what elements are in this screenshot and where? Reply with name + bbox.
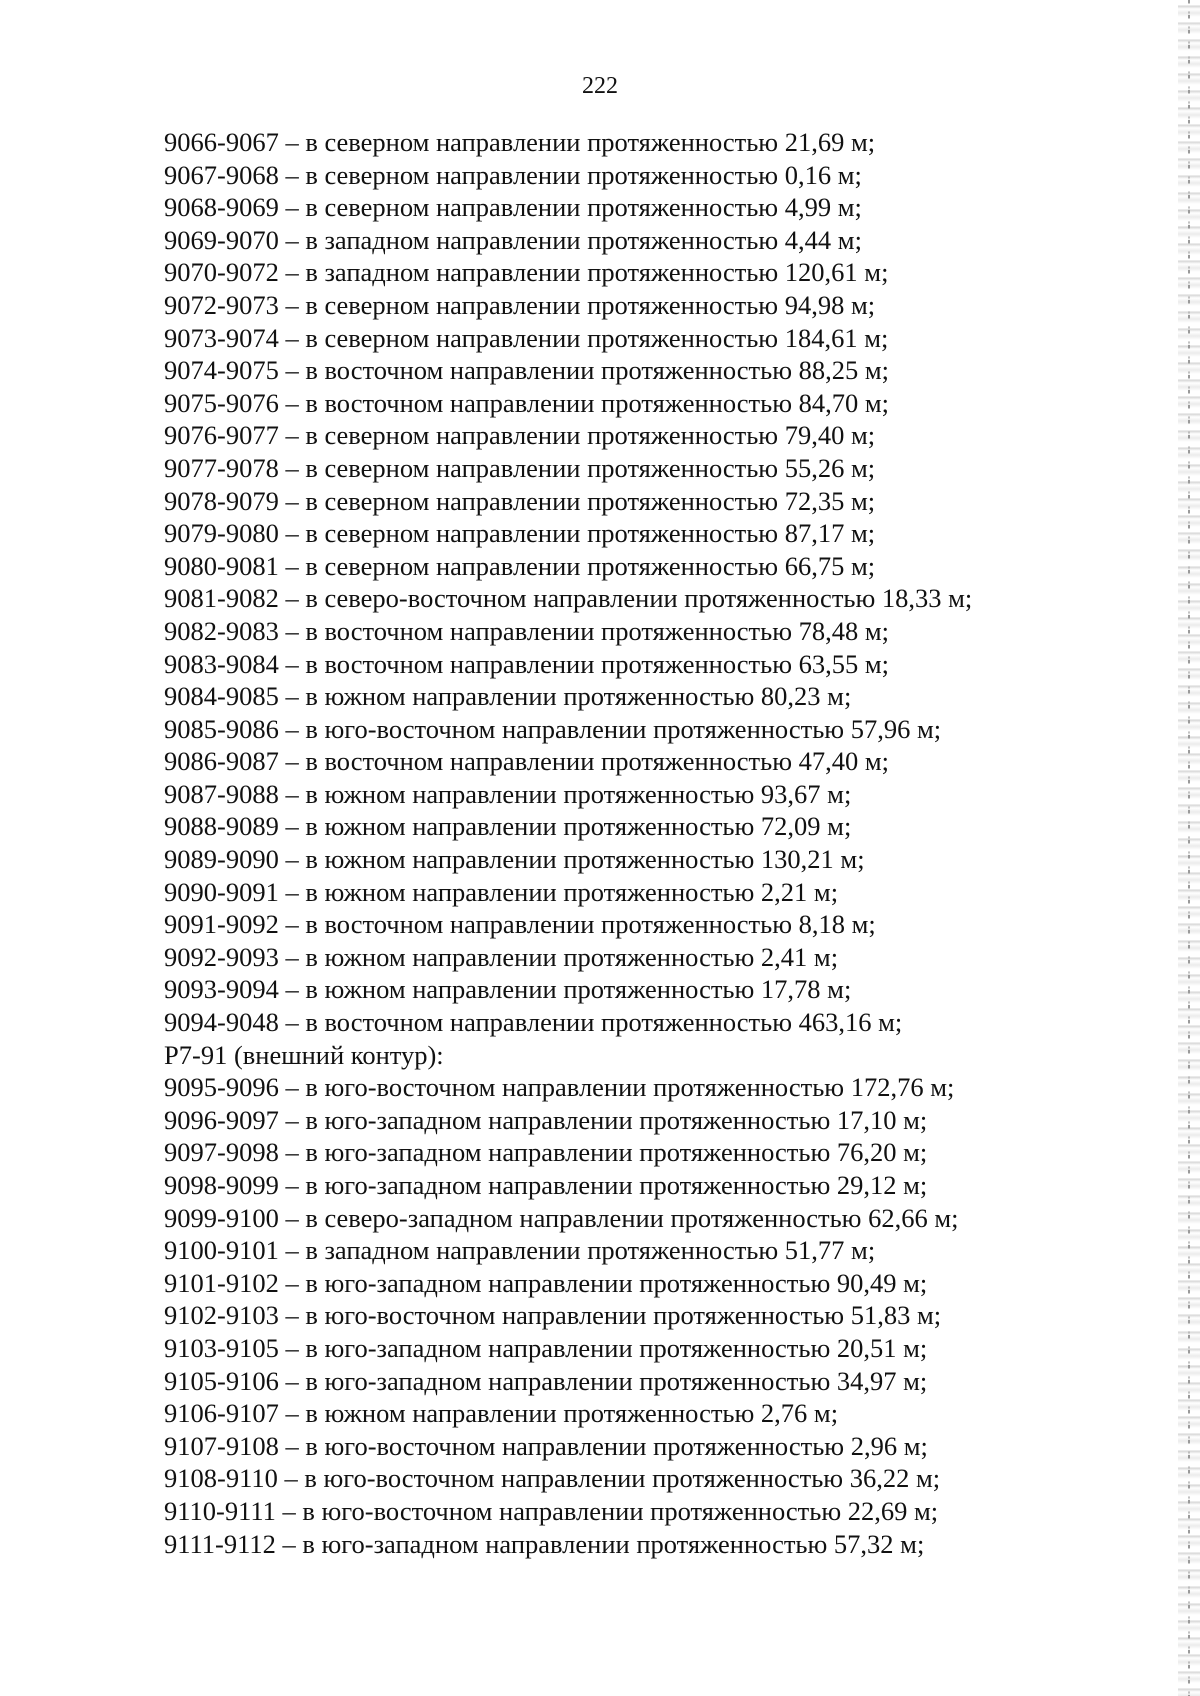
document-line: 9099-9100 – в северо-западном направлении протяженностью 62,66 м;: [164, 1202, 959, 1233]
document-line: 9108-9110 – в юго-восточном направлении протяженностью 36,22 м;: [164, 1463, 941, 1494]
scan-edge-noise: [1178, 0, 1200, 1696]
document-line: 9092-9093 – в южном направлении протяженностью 2,41 м;: [164, 941, 839, 972]
document-line: Р7-91 (внешний контур):: [164, 1039, 444, 1070]
document-line: 9085-9086 – в юго-восточном направлении протяженностью 57,96 м;: [164, 713, 942, 744]
document-line: 9070-9072 – в западном направлении протяженностью 120,61 м;: [164, 257, 889, 288]
document-line: 9095-9096 – в юго-восточном направлении протяженностью 172,76 м;: [164, 1072, 955, 1103]
document-line: 9101-9102 – в юго-западном направлении протяженностью 90,49 м;: [164, 1267, 928, 1298]
document-line: 9077-9078 – в северном направлении протяженностью 55,26 м;: [164, 452, 876, 483]
document-line: 9073-9074 – в северном направлении протяженностью 184,61 м;: [164, 322, 889, 353]
document-line: 9066-9067 – в северном направлении протяженностью 21,69 м;: [164, 127, 876, 157]
page-number: 222: [582, 73, 618, 99]
document-line: 9103-9105 – в юго-западном направлении протяженностью 20,51 м;: [164, 1332, 928, 1363]
document-line: 9107-9108 – в юго-восточном направлении протяженностью 2,96 м;: [164, 1430, 928, 1461]
document-line: 9075-9076 – в восточном направлении протяженностью 84,70 м;: [164, 387, 889, 418]
document-line: 9082-9083 – в восточном направлении протяженностью 78,48 м;: [164, 615, 889, 646]
document-line: 9083-9084 – в восточном направлении протяженностью 63,55 м;: [164, 648, 889, 679]
document-line: 9096-9097 – в юго-западном направлении протяженностью 17,10 м;: [164, 1104, 928, 1135]
document-line: 9080-9081 – в северном направлении протяженностью 66,75 м;: [164, 550, 876, 581]
document-line: 9098-9099 – в юго-западном направлении протяженностью 29,12 м;: [164, 1170, 928, 1200]
document-line: 9087-9088 – в южном направлении протяженностью 93,67 м;: [164, 778, 852, 809]
document-line: 9091-9092 – в восточном направлении протяженностью 8,18 м;: [164, 909, 876, 940]
document-line: 9068-9069 – в северном направлении протяженностью 4,99 м;: [164, 192, 862, 223]
document-line: 9086-9087 – в восточном направлении протяженностью 47,40 м;: [164, 746, 889, 777]
document-line: 9079-9080 – в северном направлении протяженностью 87,17 м;: [164, 518, 876, 549]
document-line: 9074-9075 – в восточном направлении протяженностью 88,25 м;: [164, 355, 889, 386]
document-line: 9076-9077 – в северном направлении протяженностью 79,40 м;: [164, 420, 876, 451]
document-line: 9102-9103 – в юго-восточном направлении протяженностью 51,83 м;: [164, 1300, 942, 1331]
document-line: 9110-9111 – в юго-восточном направлении протяженностью 22,69 м;: [164, 1495, 939, 1526]
document-line: 9105-9106 – в юго-западном направлении протяженностью 34,97 м;: [164, 1365, 928, 1396]
document-line: 9089-9090 – в южном направлении протяженностью 130,21 м;: [164, 844, 865, 875]
document-body: [164, 126, 1064, 1560]
document-line: 9097-9098 – в юго-западном направлении протяженностью 76,20 м;: [164, 1137, 928, 1168]
document-line: 9078-9079 – в северном направлении протяженностью 72,35 м;: [164, 485, 876, 516]
document-line: 9088-9089 – в южном направлении протяженностью 72,09 м;: [164, 811, 852, 842]
document-line: 9100-9101 – в западном направлении протяженностью 51,77 м;: [164, 1235, 876, 1266]
document-line: 9084-9085 – в южном направлении протяженностью 80,23 м;: [164, 681, 852, 712]
document-line: 9093-9094 – в южном направлении протяженностью 17,78 м;: [164, 974, 852, 1005]
document-line: 9094-9048 – в восточном направлении протяженностью 463,16 м;: [164, 1007, 903, 1038]
document-line: 9106-9107 – в южном направлении протяженностью 2,76 м;: [164, 1398, 839, 1429]
document-line: 9090-9091 – в южном направлении протяженностью 2,21 м;: [164, 876, 839, 907]
document-line: 9111-9112 – в юго-западном направлении протяженностью 57,32 м;: [164, 1528, 925, 1559]
document-line: 9072-9073 – в северном направлении протяженностью 94,98 м;: [164, 289, 876, 320]
document-line: 9081-9082 – в северо-восточном направлении протяженностью 18,33 м;: [164, 583, 973, 614]
document-line: 9069-9070 – в западном направлении протяженностью 4,44 м;: [164, 224, 862, 255]
document-line: 9067-9068 – в северном направлении протяженностью 0,16 м;: [164, 159, 862, 190]
